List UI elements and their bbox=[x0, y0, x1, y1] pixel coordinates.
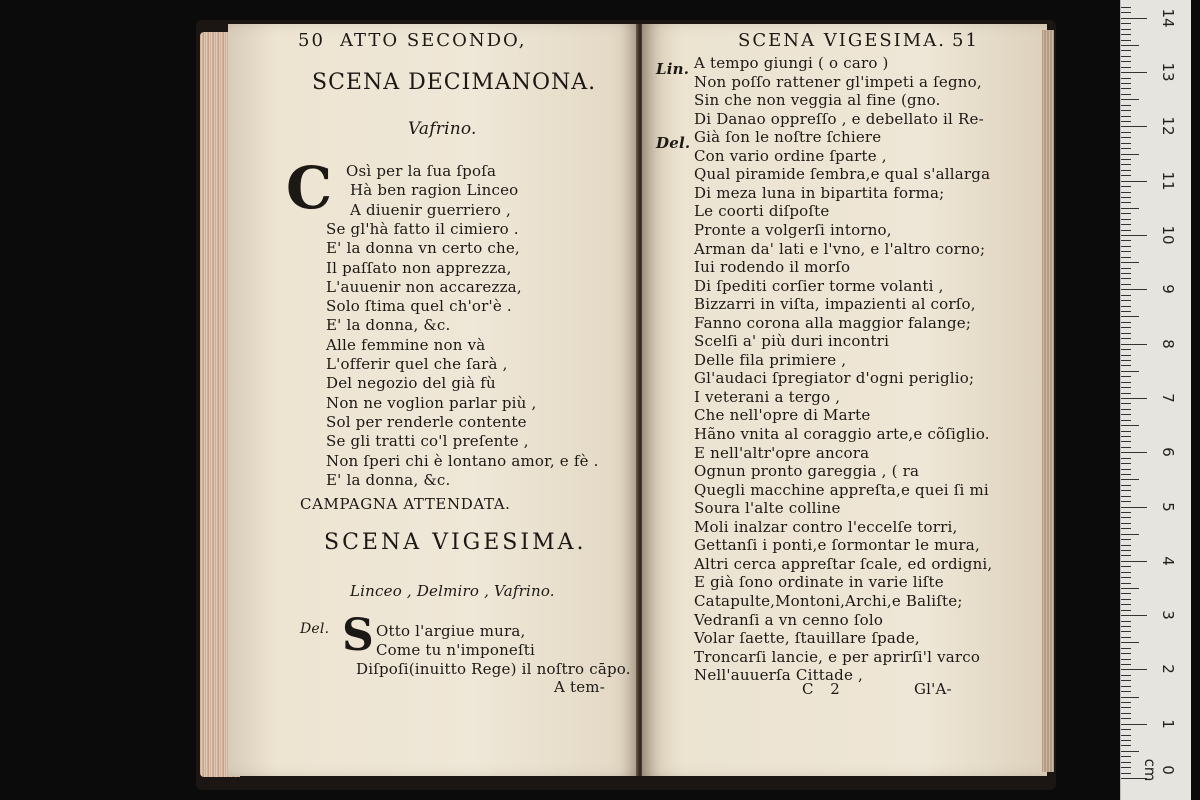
ruler-tick bbox=[1121, 40, 1131, 41]
verse-line: L'offerir quel che ſarà , bbox=[326, 355, 508, 373]
verse-line: Sol per renderle contente bbox=[326, 412, 527, 431]
verse-line: Scelſi a' più duri incontri bbox=[694, 332, 890, 351]
ruler-tick bbox=[1121, 306, 1131, 307]
ruler-number: 3 bbox=[1159, 610, 1177, 620]
characters-list: Linceo , Delmiro , Vafrino. bbox=[350, 582, 555, 600]
ruler-tick bbox=[1121, 604, 1131, 605]
verse-line: Con vario ordine ſparte , bbox=[694, 146, 887, 165]
ruler-tick bbox=[1121, 420, 1131, 421]
verse-line: E' la donna, &c. bbox=[326, 316, 451, 335]
verse-line: Se gli tratti co'l preſente , bbox=[326, 432, 529, 451]
verse-line: Fanno corona alla maggior falange; bbox=[694, 313, 972, 332]
ruler-tick bbox=[1121, 680, 1131, 681]
verse-line: Che nell'opre di Marte bbox=[694, 406, 871, 425]
ruler-tick bbox=[1121, 355, 1131, 356]
ruler-tick bbox=[1121, 148, 1131, 149]
ruler-tick bbox=[1121, 7, 1131, 8]
ruler-tick bbox=[1121, 675, 1131, 676]
ruler-tick bbox=[1121, 648, 1131, 649]
ruler-tick bbox=[1121, 767, 1131, 768]
ruler-tick bbox=[1121, 219, 1131, 220]
verse-line: Vedranſi a vn cenno ſolo bbox=[694, 610, 884, 629]
ruler-tick bbox=[1121, 186, 1131, 187]
verse-line: Hà ben ragion Linceo bbox=[350, 181, 519, 200]
ruler-tick bbox=[1121, 664, 1131, 665]
verse-line: Catapulte,Montoni,Archi,e Baliſte; bbox=[694, 591, 963, 610]
ruler-tick bbox=[1121, 67, 1131, 68]
ruler-tick bbox=[1121, 132, 1131, 133]
ruler-tick bbox=[1121, 126, 1147, 127]
ruler-tick bbox=[1121, 745, 1131, 746]
ruler-tick bbox=[1121, 45, 1139, 46]
page-edges-right bbox=[1042, 30, 1054, 772]
drop-cap-s: S bbox=[342, 610, 374, 661]
right-page-number: 51 bbox=[952, 30, 979, 51]
ruler-tick bbox=[1121, 718, 1131, 719]
ruler-tick bbox=[1121, 376, 1131, 377]
ruler-tick bbox=[1121, 463, 1131, 464]
right-catchword: Gl'A- bbox=[914, 680, 952, 698]
verse-line: Di ſpediti corſier torme volanti , bbox=[694, 276, 944, 295]
verse-line: Il paſſato non apprezza, bbox=[326, 258, 512, 277]
ruler-tick bbox=[1121, 105, 1131, 106]
ruler-tick bbox=[1121, 23, 1131, 24]
ruler-tick bbox=[1121, 202, 1131, 203]
ruler-tick bbox=[1121, 528, 1131, 529]
ruler-tick bbox=[1121, 371, 1139, 372]
left-catchword: A tem- bbox=[554, 678, 605, 696]
ruler-tick bbox=[1121, 545, 1131, 546]
ruler-tick bbox=[1121, 577, 1131, 578]
verse-line: Hãno vnita al coraggio arte,e cõſiglio. bbox=[694, 425, 990, 443]
ruler-tick bbox=[1121, 83, 1131, 84]
ruler-tick bbox=[1121, 485, 1131, 486]
ruler-tick bbox=[1121, 110, 1131, 111]
ruler-number: 12 bbox=[1159, 116, 1177, 136]
verse-line: Diſpoſi(inuitto Rege) il noſtro cāpo. bbox=[356, 660, 631, 678]
ruler-tick bbox=[1121, 593, 1131, 594]
verse-line: Nell'auuerſa Cittade , bbox=[694, 666, 863, 685]
ruler-tick bbox=[1121, 257, 1131, 258]
ruler-tick bbox=[1121, 50, 1131, 51]
ruler-tick bbox=[1121, 300, 1131, 301]
ruler-tick bbox=[1121, 572, 1131, 573]
ruler-tick bbox=[1121, 316, 1139, 317]
ruler-number: 8 bbox=[1159, 338, 1177, 349]
ruler-tick bbox=[1121, 447, 1131, 448]
ruler-tick bbox=[1121, 224, 1131, 225]
ruler-tick bbox=[1121, 116, 1131, 117]
ruler-tick bbox=[1121, 137, 1131, 138]
verse-line: Qual piramide ſembra,e qual s'allarga bbox=[694, 165, 991, 184]
verse-line: A tempo giungi ( o caro ) bbox=[694, 54, 889, 72]
verse-line: Ognun pronto gareggia , ( ra bbox=[694, 462, 920, 481]
ruler-tick bbox=[1121, 762, 1131, 763]
ruler-number: 10 bbox=[1159, 225, 1177, 245]
verse-line: E già ſono ordinate in varie liſte bbox=[694, 573, 944, 592]
ruler-tick bbox=[1121, 458, 1131, 459]
ruler-tick bbox=[1121, 452, 1147, 453]
verse-line: L'auuenir non accarezza, bbox=[326, 277, 522, 296]
ruler-tick bbox=[1121, 469, 1131, 470]
ruler-tick bbox=[1121, 773, 1131, 774]
ruler-tick bbox=[1121, 642, 1139, 643]
ruler-tick bbox=[1121, 295, 1131, 296]
ruler-tick bbox=[1121, 517, 1131, 518]
ruler-tick bbox=[1121, 393, 1131, 394]
ruler-tick bbox=[1121, 474, 1131, 475]
ruler-number: 7 bbox=[1159, 393, 1177, 403]
ruler-tick bbox=[1121, 344, 1147, 345]
ruler-tick bbox=[1121, 512, 1131, 513]
ruler-tick bbox=[1121, 18, 1147, 19]
speaker-label: Lin. bbox=[656, 60, 690, 78]
ruler-tick bbox=[1121, 387, 1131, 388]
ruler-tick bbox=[1121, 610, 1131, 611]
right-page bbox=[642, 24, 1047, 776]
ruler-tick bbox=[1121, 479, 1139, 480]
verse-line: I veterani a tergo , bbox=[694, 387, 841, 406]
verse-line: Non ſperi chi è lontano amor, e fè . bbox=[326, 451, 599, 470]
ruler-tick bbox=[1121, 588, 1139, 589]
ruler-number: 9 bbox=[1159, 284, 1177, 295]
verse-line: Non ne voglion parlar più , bbox=[326, 393, 537, 412]
verse-line: Quegli macchine appreſta,e quei ſi mi bbox=[694, 480, 989, 499]
ruler-tick bbox=[1121, 566, 1131, 567]
left-page-number: 50 bbox=[298, 30, 325, 51]
character-name: Vafrino. bbox=[408, 119, 477, 139]
verse-line: Solo ſtima quel ch'or'è . bbox=[326, 297, 512, 316]
ruler-tick bbox=[1121, 164, 1131, 165]
ruler-tick bbox=[1121, 534, 1139, 535]
verse-line: Altri cerca appreſtar ſcale, ed ordigni, bbox=[694, 554, 993, 573]
verse-line: Non poſſo rattener gl'impeti a ſegno, bbox=[694, 72, 982, 91]
verse-line: Volar ſaette, ſtauillare ſpade, bbox=[694, 629, 920, 648]
ruler-tick bbox=[1121, 490, 1131, 491]
verse-line: Soura l'alte colline bbox=[694, 499, 841, 518]
ruler-tick bbox=[1121, 170, 1131, 171]
verse-line: Sin che non veggia al fine (gno. bbox=[694, 91, 941, 110]
ruler-tick bbox=[1121, 78, 1131, 79]
ruler-tick bbox=[1121, 550, 1131, 551]
ruler-tick bbox=[1121, 278, 1131, 279]
verse-line: A diuenir guerriero , bbox=[350, 200, 512, 219]
ruler-tick bbox=[1121, 322, 1131, 323]
ruler-tick bbox=[1121, 735, 1131, 736]
ruler-tick bbox=[1121, 382, 1131, 383]
verse-line: Del negozio del già fù bbox=[326, 374, 496, 393]
verse-line: Troncarſi lancie, e per aprirſi'l varco bbox=[694, 647, 981, 666]
ruler-tick bbox=[1121, 599, 1131, 600]
verse-line: Delle fila primiere , bbox=[694, 350, 847, 369]
right-running-head: SCENA VIGESIMA. bbox=[738, 30, 946, 51]
ruler-tick bbox=[1121, 349, 1131, 350]
ruler-tick bbox=[1121, 230, 1131, 231]
ruler-tick bbox=[1121, 729, 1131, 730]
ruler-tick bbox=[1121, 501, 1131, 502]
ruler-tick bbox=[1121, 507, 1147, 508]
ruler-tick bbox=[1121, 653, 1131, 654]
scene-title-20: SCENA VIGESIMA. bbox=[324, 530, 587, 555]
speaker-del: Del. bbox=[300, 621, 330, 637]
ruler-tick bbox=[1121, 240, 1131, 241]
ruler-tick bbox=[1121, 561, 1147, 562]
ruler-tick bbox=[1121, 99, 1139, 100]
verse-line: Moli inalzar contro l'eccelſe torri, bbox=[694, 517, 958, 536]
ruler-tick bbox=[1121, 740, 1131, 741]
verse-line: Di meza luna in bipartita forma; bbox=[694, 183, 945, 202]
ruler-tick bbox=[1121, 425, 1139, 426]
ruler-tick bbox=[1121, 702, 1131, 703]
ruler-number: 2 bbox=[1159, 664, 1177, 675]
ruler-tick bbox=[1121, 621, 1131, 622]
ruler-tick bbox=[1121, 34, 1131, 35]
verse-line: E' la donna, &c. bbox=[326, 470, 451, 489]
ruler-tick bbox=[1121, 659, 1131, 660]
ruler-tick bbox=[1121, 311, 1131, 312]
ruler-tick bbox=[1121, 686, 1131, 687]
ruler-tick bbox=[1121, 724, 1147, 725]
ruler-tick bbox=[1121, 631, 1131, 632]
ruler-tick bbox=[1121, 268, 1131, 269]
ruler-tick bbox=[1121, 61, 1131, 62]
ruler-tick bbox=[1121, 213, 1131, 214]
verse-line: Iui rodendo il morſo bbox=[694, 258, 851, 277]
verse-line: Arman da' lati e l'vno, e l'altro corno; bbox=[694, 239, 986, 258]
ruler-number: 0 cm bbox=[1141, 758, 1177, 782]
verse-line: Gl'audaci ſpregiator d'ogni periglio; bbox=[694, 369, 975, 388]
ruler-tick bbox=[1121, 175, 1131, 176]
ruler-tick bbox=[1121, 121, 1131, 122]
speaker-label: Del. bbox=[656, 134, 691, 153]
ruler-tick bbox=[1121, 637, 1131, 638]
ruler-tick bbox=[1121, 289, 1147, 290]
ruler-tick bbox=[1121, 246, 1131, 247]
verse-line: Alle femmine non và bbox=[326, 335, 486, 354]
ruler-tick bbox=[1121, 697, 1139, 698]
scene-title-19: SCENA DECIMANONA. bbox=[312, 70, 597, 95]
verse-line: Di Danao oppreſſo , e debellato il Re- bbox=[694, 109, 984, 128]
ruler-tick bbox=[1121, 360, 1131, 361]
verse-line: Già ſon le noſtre ſchiere bbox=[694, 128, 882, 147]
ruler-tick bbox=[1121, 327, 1131, 328]
ruler-tick bbox=[1121, 94, 1131, 95]
ruler-tick bbox=[1121, 181, 1147, 182]
drop-cap-c: C bbox=[286, 154, 333, 222]
left-page bbox=[228, 24, 638, 776]
ruler-tick bbox=[1121, 154, 1139, 155]
ruler-tick bbox=[1121, 414, 1131, 415]
ruler-number: 6 bbox=[1159, 447, 1177, 457]
ruler-tick bbox=[1121, 333, 1131, 334]
ruler-number: 13 bbox=[1159, 62, 1177, 82]
verse-line: Le coorti diſpoſte bbox=[694, 202, 830, 221]
ruler-tick bbox=[1121, 707, 1131, 708]
ruler-tick bbox=[1121, 409, 1131, 410]
ruler-tick bbox=[1121, 88, 1131, 89]
left-running-head: ATTO SECONDO, bbox=[340, 30, 527, 51]
verse-line: Pronte a volgerſi intorno, bbox=[694, 220, 892, 239]
ruler-tick bbox=[1121, 441, 1131, 442]
ruler-number: 5 bbox=[1159, 501, 1177, 512]
ruler-tick bbox=[1121, 72, 1147, 73]
ruler-tick bbox=[1121, 284, 1131, 285]
ruler-tick bbox=[1121, 583, 1131, 584]
ruler-number: 11 bbox=[1159, 171, 1177, 191]
verse-line: Come tu n'imponeſti bbox=[376, 641, 535, 659]
ruler-number: 4 bbox=[1159, 556, 1177, 566]
ruler-tick bbox=[1121, 159, 1131, 160]
ruler-tick bbox=[1121, 208, 1139, 209]
verse-line: Otto l'argiue mura, bbox=[376, 622, 526, 640]
ruler-tick bbox=[1121, 143, 1131, 144]
ruler-tick bbox=[1121, 262, 1139, 263]
ruler-number: 1 bbox=[1159, 718, 1177, 729]
ruler-tick bbox=[1121, 751, 1139, 752]
ruler-tick bbox=[1121, 403, 1131, 404]
verse-line: Gettanſi i ponti,e ſormontar le mura, bbox=[694, 536, 980, 555]
ruler-tick bbox=[1121, 669, 1147, 670]
ruler-tick bbox=[1121, 365, 1131, 366]
ruler-tick bbox=[1121, 756, 1131, 757]
setting-line: CAMPAGNA ATTENDATA. bbox=[300, 495, 511, 513]
ruler-tick bbox=[1121, 539, 1131, 540]
ruler-tick bbox=[1121, 626, 1131, 627]
ruler-tick bbox=[1121, 235, 1147, 236]
verse-line: E nell'altr'opre ancora bbox=[694, 443, 870, 462]
ruler-tick bbox=[1121, 273, 1131, 274]
verse-line: E' la donna vn certo che, bbox=[326, 239, 520, 258]
ruler-tick bbox=[1121, 192, 1131, 193]
ruler-tick bbox=[1121, 496, 1131, 497]
verse-line: Bizzarri in viſta, impazienti al corſo, bbox=[694, 295, 976, 314]
measuring-ruler bbox=[1120, 0, 1191, 800]
ruler-tick bbox=[1121, 12, 1131, 13]
ruler-tick bbox=[1121, 713, 1131, 714]
ruler-tick bbox=[1121, 29, 1131, 30]
ruler-tick bbox=[1121, 197, 1131, 198]
verse-line: Osì per la ſua ſpoſa bbox=[346, 162, 497, 180]
ruler-tick bbox=[1121, 523, 1131, 524]
ruler-tick bbox=[1121, 56, 1131, 57]
ruler-tick bbox=[1121, 338, 1131, 339]
verse-line: Se gl'hà fatto il cimiero . bbox=[326, 219, 519, 238]
ruler-tick bbox=[1121, 555, 1131, 556]
ruler-tick bbox=[1121, 436, 1131, 437]
ruler-tick bbox=[1121, 251, 1131, 252]
ruler-tick bbox=[1121, 398, 1147, 399]
ruler-tick bbox=[1121, 431, 1131, 432]
ruler-tick bbox=[1121, 691, 1131, 692]
ruler-number: 14 bbox=[1159, 8, 1177, 28]
ruler-tick bbox=[1121, 615, 1147, 616]
signature-mark: C 2 bbox=[802, 680, 846, 698]
